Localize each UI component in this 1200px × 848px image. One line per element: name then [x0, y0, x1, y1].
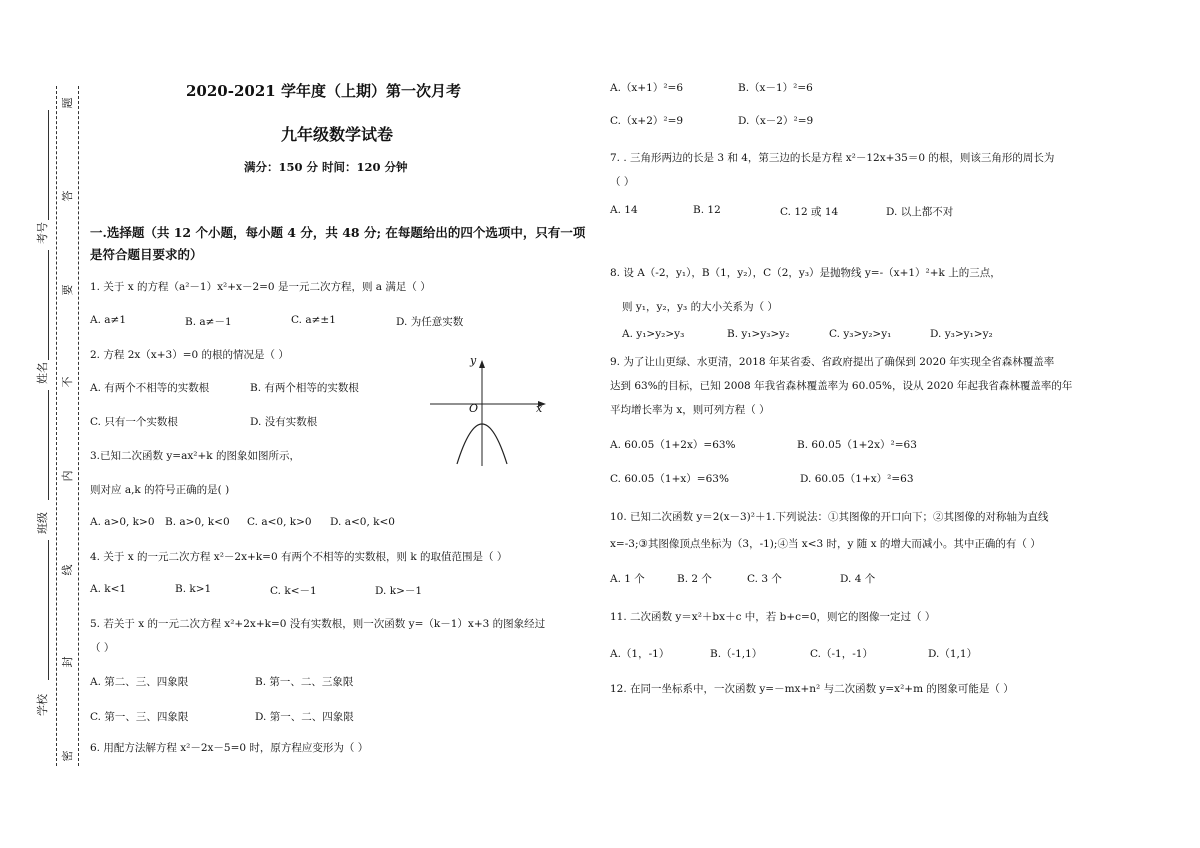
question-5-line2: （ ）	[90, 642, 115, 654]
y-axis-arrow	[479, 360, 485, 368]
q2-option-d: D. 没有实数根	[250, 416, 318, 428]
field-label-name: 姓名	[36, 362, 49, 384]
question-3: 3.已知二次函数 y=ax²+k 的图象如图所示，	[90, 450, 300, 462]
q2-option-c: C. 只有一个实数根	[90, 416, 178, 428]
q10-option-a: A. 1 个	[610, 573, 645, 585]
exam-subtitle: 九年级数学试卷	[281, 125, 394, 144]
question-9-line2: 达到 63%的目标，已知 2008 年我省森林覆盖率为 60.05%，设从 2020 年起我省森林覆盖率的年	[610, 380, 1073, 392]
seal-char: 答	[61, 190, 74, 202]
field-line	[48, 110, 49, 220]
q9-option-a: A. 60.05（1+2x）=63%	[610, 439, 736, 451]
q4-option-b: B. k>1	[175, 583, 212, 595]
q6-option-c: C.（x+2）²=9	[610, 115, 684, 127]
q8-option-c: C. y₃>y₂>y₁	[829, 328, 892, 340]
q6-option-d: D.（x－2）²=9	[738, 115, 814, 127]
field-label-school: 学校	[36, 694, 49, 716]
question-7: 7. . 三角形两边的长是 3 和 4，第三边的长是方程 x²－12x+35＝0 的根，则该三角形的周长为	[610, 152, 1055, 164]
question-5: 5. 若关于 x 的一元二次方程 x²+2x+k=0 没有实数根，则一次函数 y=（k－1）x+3 的图象经过	[90, 618, 546, 630]
q1-option-a: A. a≠1	[90, 314, 126, 326]
question-9-line3: 平均增长率为 x，则可列方程（ ）	[610, 404, 770, 416]
inner-dashed-line	[78, 86, 79, 766]
q11-option-a: A.（1，-1）	[610, 648, 670, 660]
section-heading: 一.选择题（共 12 个小题，每小题 4 分，共 48 分; 在每题给出的四个选项中，只有一项是符合题目要求的）	[90, 225, 586, 262]
q1-option-c: C. a≠±1	[291, 314, 336, 326]
outer-dashed-line	[56, 86, 57, 766]
q6-option-b: B.（x－1）²=6	[738, 82, 813, 94]
question-8-line2: 则 y₁，y₂，y₃ 的大小关系为（ ）	[622, 301, 778, 313]
q2-option-b: B. 有两个相等的实数根	[250, 382, 359, 394]
question-12: 12. 在同一坐标系中，一次函数 y=－mx+n² 与二次函数 y=x²+m 的图象可能是（ ）	[610, 683, 1014, 695]
q9-option-b: B. 60.05（1+2x）²=63	[797, 439, 917, 451]
field-label-exam-number: 考号	[36, 222, 49, 244]
question-10-line2: x=-3;③其图像顶点坐标为（3，-1);④当 x<3 时，y 随 x 的增大而减小。其中正确的有（ ）	[610, 538, 1041, 550]
graph-x-label: x	[536, 402, 543, 415]
q4-option-c: C. k<－1	[270, 585, 317, 597]
q7-option-a: A. 14	[610, 204, 638, 216]
q8-option-b: B. y₁>y₃>y₂	[727, 328, 790, 340]
field-line	[48, 540, 49, 680]
q5-option-c: C. 第一、三、四象限	[90, 711, 189, 723]
q7-option-d: D. 以上都不对	[886, 206, 954, 218]
q3-option-c: C. a<0, k>0	[247, 516, 312, 528]
parabola-graph	[424, 354, 554, 469]
q10-option-b: B. 2 个	[677, 573, 712, 585]
q10-option-d: D. 4 个	[840, 573, 876, 585]
question-11: 11. 二次函数 y＝x²＋bx＋c 中，若 b+c=0，则它的图像一定过（ ）	[610, 611, 936, 623]
q8-option-a: A. y₁>y₂>y₃	[622, 328, 685, 340]
exam-meta: 满分：150 分 时间：120 分钟	[244, 160, 408, 174]
field-label-class: 班级	[36, 512, 49, 534]
q10-option-c: C. 3 个	[747, 573, 782, 585]
q3-option-d: D. a<0, k<0	[330, 516, 395, 528]
q11-option-c: C.（-1，-1）	[810, 648, 873, 660]
question-6: 6. 用配方法解方程 x²－2x－5=0 时，原方程应变形为（ ）	[90, 742, 369, 754]
q11-option-d: D.（1,1）	[928, 648, 978, 660]
question-2: 2. 方程 2x（x+3）=0 的根的情况是（ ）	[90, 349, 289, 361]
q3-option-b: B. a>0, k<0	[165, 516, 230, 528]
field-line	[48, 390, 49, 500]
q1-option-b: B. a≠－1	[185, 316, 232, 328]
question-1: 1. 关于 x 的方程（a²－1）x²+x－2=0 是一元二次方程，则 a 满足（ ）	[90, 281, 431, 293]
seal-char: 不	[61, 376, 74, 388]
question-3-line2: 则对应 a,k 的符号正确的是( )	[90, 484, 230, 496]
q5-option-a: A. 第二、三、四象限	[90, 676, 189, 688]
seal-char: 密	[61, 750, 74, 762]
q9-option-c: C. 60.05（1+x）=63%	[610, 473, 729, 485]
graph-y-label: y	[470, 354, 477, 367]
q11-option-b: B.（-1,1）	[710, 648, 763, 660]
q3-option-a: A. a>0, k>0	[90, 516, 155, 528]
q6-option-a: A.（x+1）²=6	[610, 82, 684, 94]
q5-option-d: D. 第一、二、四象限	[255, 711, 354, 723]
q5-option-b: B. 第一、二、三象限	[255, 676, 354, 688]
q7-option-b: B. 12	[693, 204, 721, 216]
seal-char: 题	[61, 97, 74, 109]
graph-origin-label: O	[469, 402, 479, 415]
exam-title: 2020-2021 学年度（上期）第一次月考	[186, 82, 461, 100]
q1-option-d: D. 为任意实数	[396, 316, 464, 328]
question-8: 8. 设 A（-2，y₁），B（1，y₂），C（2，y₃）是抛物线 y=-（x+1）²+k 上的三点，	[610, 267, 1001, 279]
question-4: 4. 关于 x 的一元二次方程 x²－2x+k=0 有两个不相等的实数根，则 k 的取值范围是（ ）	[90, 551, 508, 563]
question-10-line1: 10. 已知二次函数 y＝2(x－3)²＋1.下列说法：①其图像的开口向下；②其图像的对称轴为直线	[610, 511, 1049, 523]
seal-char: 内	[61, 470, 74, 482]
q8-option-d: D. y₃>y₁>y₂	[930, 328, 993, 340]
field-line	[48, 250, 49, 360]
question-9-line1: 9. 为了让山更绿、水更清，2018 年某省委、省政府提出了确保到 2020 年实现全省森林覆盖率	[610, 356, 1055, 368]
question-7-line2: （ ）	[610, 176, 635, 188]
seal-char: 封	[61, 656, 74, 668]
q7-option-c: C. 12 或 14	[780, 206, 839, 218]
q9-option-d: D. 60.05（1+x）²=63	[800, 473, 914, 485]
q4-option-a: A. k<1	[90, 583, 127, 595]
seal-char: 线	[61, 564, 74, 576]
q2-option-a: A. 有两个不相等的实数根	[90, 382, 210, 394]
q4-option-d: D. k>－1	[375, 585, 423, 597]
seal-char: 要	[61, 284, 74, 296]
